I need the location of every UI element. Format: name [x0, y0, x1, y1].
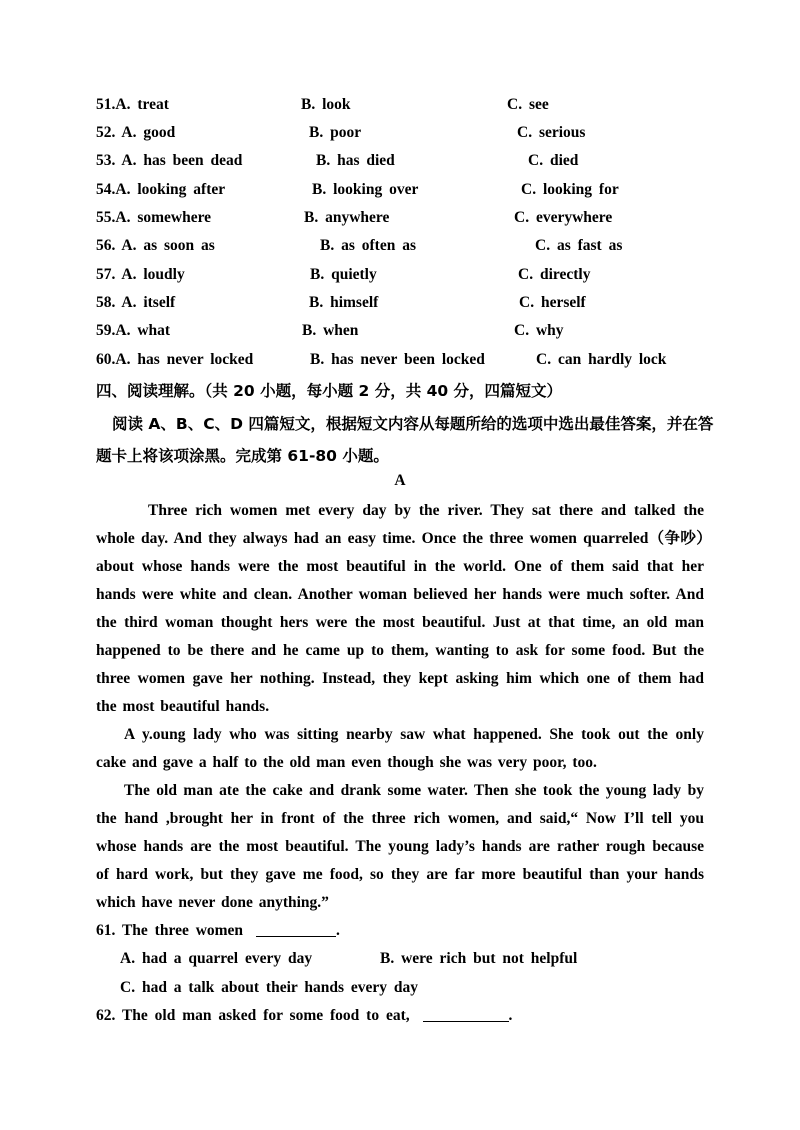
option-row-59 — [0, 318, 800, 346]
question-end: . — [335, 922, 340, 939]
option-c: C. herself — [519, 294, 586, 311]
instructions-line-1: 阅读 A、B、C、D 四篇短文，根据短文内容从每题所给的选项中选出最佳答案，并在答 — [112, 415, 714, 433]
question-62 — [96, 1007, 512, 1025]
option-row-53 — [0, 148, 800, 176]
option-c: C. see — [507, 96, 549, 113]
option-a: 54.A. looking after — [96, 181, 226, 198]
paragraph-3 — [96, 777, 704, 917]
option-a: 55.A. somewhere — [96, 209, 212, 226]
paragraph-3-text: The old man ate the cake and drank some water. Then she took the young lady by the hand ,brought her in front of the three rich women, and said,“ Now I’ll tell you whose hands are the most beautiful. The young lady’s hands are rather rough because of hard work, but they gave me food, so they are far more beautiful than your hands which have never done anything.” — [96, 782, 704, 911]
option-b: B. anywhere — [304, 209, 390, 226]
option-a: 59.A. what — [96, 322, 171, 339]
option-a: 58. A. itself — [96, 294, 176, 311]
option-row-54 — [0, 177, 800, 205]
question-end: . — [508, 1007, 513, 1024]
option-c: C. as fast as — [535, 237, 623, 254]
option-c: C. looking for — [521, 181, 619, 198]
section-heading: 四、阅读理解。（共 20 小题，每小题 2 分，共 40 分，四篇短文） — [96, 382, 563, 400]
question-stem: 61. The three women — [96, 922, 244, 939]
option-c: C. can hardly lock — [536, 351, 667, 368]
question-61 — [96, 922, 340, 940]
option-a: 57. A. loudly — [96, 266, 185, 283]
option-a: 60.A. has never locked — [96, 351, 254, 368]
option-row-57 — [0, 262, 800, 290]
choice-a: A. had a quarrel every day — [120, 950, 313, 967]
option-c: C. why — [514, 322, 564, 339]
option-c: C. directly — [518, 266, 591, 283]
paragraph-2-text: A y.oung lady who was sitting nearby saw what happened. She took out the only cake and gave a half to the old man even though she was very poor, too. — [96, 726, 704, 771]
option-b: B. has died — [316, 152, 395, 169]
option-a: 56. A. as soon as — [96, 237, 215, 254]
option-row-58 — [0, 290, 800, 318]
option-b: B. look — [301, 96, 351, 113]
option-a: 51.A. treat — [96, 96, 169, 113]
option-b: B. himself — [309, 294, 379, 311]
option-b: B. as often as — [320, 237, 416, 254]
answer-blank — [256, 922, 336, 937]
passage-label: A — [394, 472, 406, 489]
option-b: B. has never been locked — [310, 351, 485, 368]
option-row-55 — [0, 205, 800, 233]
option-c: C. serious — [517, 124, 586, 141]
option-a: 52. A. good — [96, 124, 176, 141]
instructions-line-2: 题卡上将该项涂黑。完成第 61-80 小题。 — [96, 447, 389, 465]
option-b: B. when — [302, 322, 359, 339]
choice-c: C. had a talk about their hands every day — [120, 979, 419, 996]
choice-b: B. were rich but not helpful — [380, 950, 578, 967]
answer-blank — [423, 1007, 509, 1022]
option-c: C. died — [528, 152, 579, 169]
question-stem: 62. The old man asked for some food to eat, — [96, 1007, 410, 1024]
option-b: B. looking over — [312, 181, 419, 198]
option-row-51 — [0, 92, 800, 120]
option-a: 53. A. has been dead — [96, 152, 243, 169]
option-b: B. quietly — [310, 266, 377, 283]
option-c: C. everywhere — [514, 209, 613, 226]
option-b: B. poor — [309, 124, 362, 141]
paragraph-2 — [96, 721, 704, 777]
option-row-56 — [0, 233, 800, 261]
option-row-60 — [0, 347, 800, 375]
option-row-52 — [0, 120, 800, 148]
paragraph-1 — [96, 497, 704, 721]
paragraph-1-text: Three rich women met every day by the river. They sat there and talked the whole day. And they always had an easy time. Once the three women quarreled（争吵）about whose hands were the most beautiful in the world. One of them said that her hands were white and clean. Another woman believed her hands were much softer. And the third woman thought hers were the most beautiful. Just at that time, an old man happened to be there and he came up to them, wanting to ask for some food. But the three women gave her nothing. Instead, they kept asking him which one of them had the most beautiful hands. — [96, 502, 704, 715]
